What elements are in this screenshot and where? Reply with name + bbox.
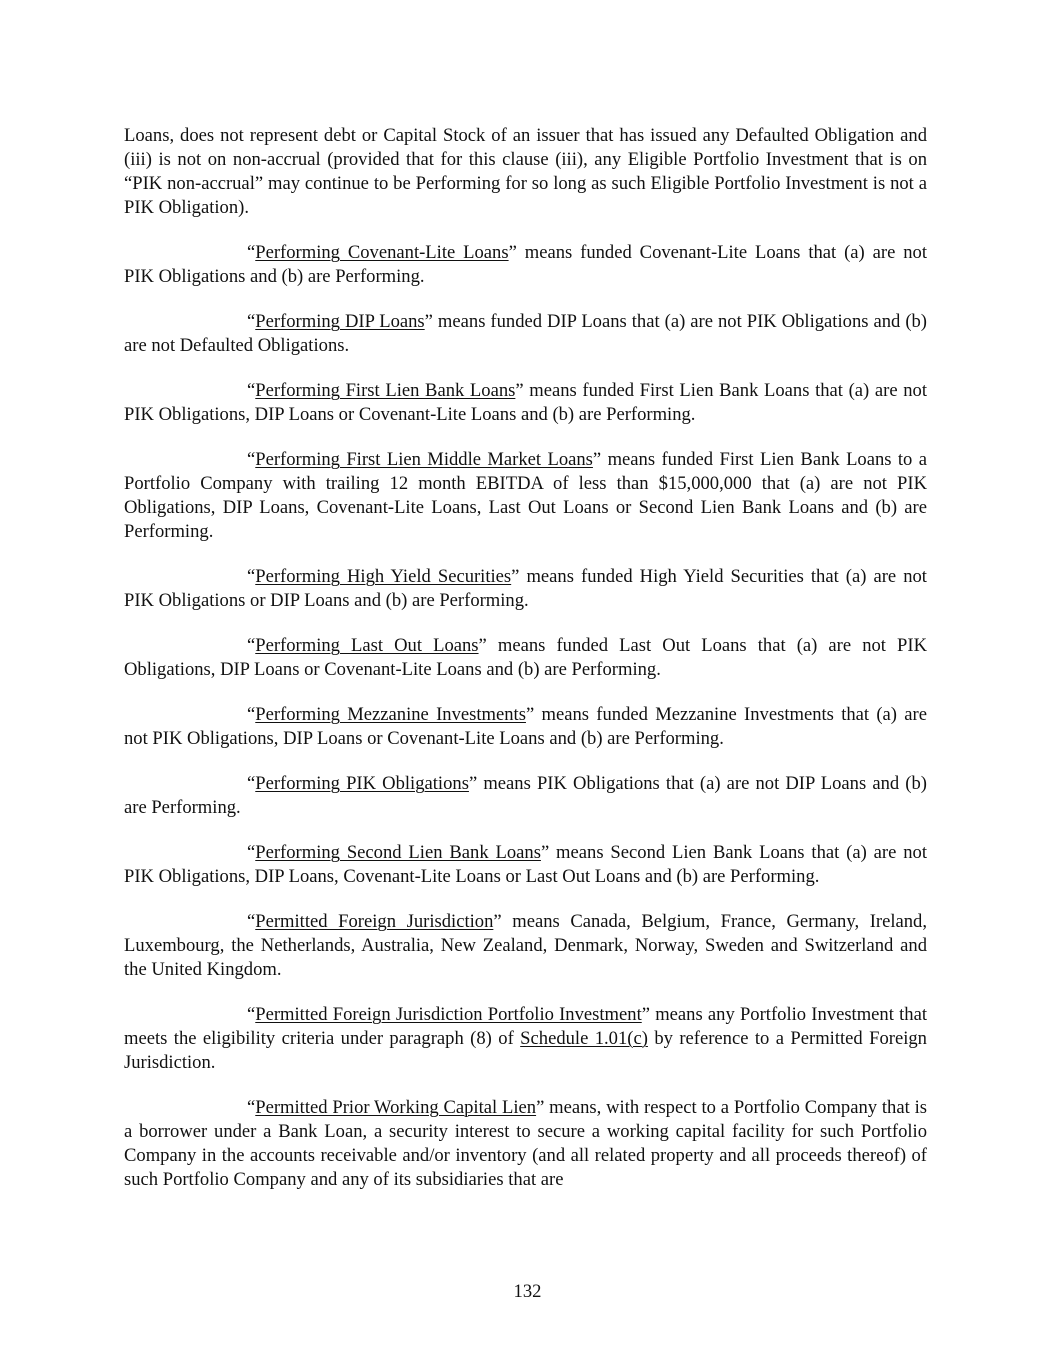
paragraph-text: Loans, does not represent debt or Capital Stock of an issuer that has issued any Defaulted Obligation and (iii) is not on non-accrual (provided that for this clause (iii), any Eligible Portfolio Investment that is on “PIK non-accrual” may continue to be Performing for so long as such Eligible Portfolio Investment is not a PIK Obligation). xyxy=(124,125,927,218)
definition-body: ” means funded Mezzanine Investments that (a) are not PIK Obligations, DIP Loans or Covenant-Lite Loans and (b) are Performing. xyxy=(124,704,927,749)
defined-term: Performing High Yield Securities xyxy=(255,566,512,587)
definition-body: ” means funded First Lien Bank Loans that (a) are not PIK Obligations, DIP Loans or Covenant-Lite Loans and (b) are Performing. xyxy=(124,380,927,425)
document-page xyxy=(124,124,927,1213)
definition-permitted-foreign-jurisdiction-portfolio-investment xyxy=(124,1003,927,1075)
open-quote: “ xyxy=(247,449,256,470)
defined-term: Performing Last Out Loans xyxy=(255,635,479,656)
definition-performing-mezzanine-investments xyxy=(124,703,927,751)
definition-body: ” means PIK Obligations that (a) are not DIP Loans and (b) are Performing. xyxy=(124,773,927,818)
defined-term: Performing Covenant-Lite Loans xyxy=(255,242,509,263)
definition-body: ” means funded Covenant-Lite Loans that (a) are not PIK Obligations and (b) are Performing. xyxy=(124,242,927,287)
definition-performing-covenant-lite-loans xyxy=(124,241,927,289)
definition-body: ” means Second Lien Bank Loans that (a) are not PIK Obligations, DIP Loans, Covenant-Lite Loans or Last Out Loans and (b) are Performing. xyxy=(124,842,927,887)
open-quote: “ xyxy=(247,380,256,401)
open-quote: “ xyxy=(247,704,256,725)
definition-performing-pik-obligations xyxy=(124,772,927,820)
definition-permitted-foreign-jurisdiction xyxy=(124,910,927,982)
definition-body: ” means funded First Lien Bank Loans to a Portfolio Company with trailing 12 month EBITDA of less than $15,000,000 that (a) are not PIK Obligations, DIP Loans, Covenant-Lite Loans, Last Out Loans or Second Lien Bank Loans and (b) are Performing. xyxy=(124,449,927,542)
definition-body: ” means funded High Yield Securities that (a) are not PIK Obligations or DIP Loans and (b) are Performing. xyxy=(124,566,927,611)
open-quote: “ xyxy=(247,1004,256,1025)
definition-body: ” means Canada, Belgium, France, Germany, Ireland, Luxembourg, the Netherlands, Australia, New Zealand, Denmark, Norway, Sweden and Switzerland and the United Kingdom. xyxy=(124,911,927,980)
definition-body: ” means, with respect to a Portfolio Company that is a borrower under a Bank Loan, a security interest to secure a working capital facility for such Portfolio Company in the accounts receivable and/or inventory (and all related property and all proceeds thereof) of such Portfolio Company and any of its subsidiaries that are xyxy=(124,1097,927,1190)
open-quote: “ xyxy=(247,1097,256,1118)
open-quote: “ xyxy=(247,635,256,656)
definition-performing-first-lien-middle-market-loans xyxy=(124,448,927,544)
defined-term: Performing First Lien Middle Market Loans xyxy=(255,449,593,470)
definition-body: ” means funded DIP Loans that (a) are not PIK Obligations and (b) are not Defaulted Obligations. xyxy=(124,311,927,356)
defined-term: Performing First Lien Bank Loans xyxy=(255,380,516,401)
defined-term: Permitted Foreign Jurisdiction xyxy=(255,911,494,932)
open-quote: “ xyxy=(247,773,256,794)
open-quote: “ xyxy=(247,566,256,587)
definition-permitted-prior-working-capital-lien xyxy=(124,1096,927,1192)
schedule-reference: Schedule 1.01(c) xyxy=(520,1028,648,1049)
open-quote: “ xyxy=(247,242,256,263)
definition-tail: by reference to a Permitted Foreign Jurisdiction. xyxy=(124,1028,927,1073)
definition-body: ” means funded Last Out Loans that (a) are not PIK Obligations, DIP Loans or Covenant-Lite Loans and (b) are Performing. xyxy=(124,635,927,680)
defined-term: Permitted Prior Working Capital Lien xyxy=(255,1097,537,1118)
continuation-paragraph xyxy=(124,124,927,220)
definition-body: ” means any Portfolio Investment that meets the eligibility criteria under paragraph (8) of xyxy=(124,1004,927,1049)
definition-performing-first-lien-bank-loans xyxy=(124,379,927,427)
defined-term: Performing Second Lien Bank Loans xyxy=(255,842,541,863)
definition-performing-dip-loans xyxy=(124,310,927,358)
definition-performing-high-yield-securities xyxy=(124,565,927,613)
defined-term: Performing DIP Loans xyxy=(255,311,425,332)
open-quote: “ xyxy=(247,911,256,932)
definition-performing-second-lien-bank-loans xyxy=(124,841,927,889)
open-quote: “ xyxy=(247,311,256,332)
defined-term: Permitted Foreign Jurisdiction Portfolio Investment xyxy=(255,1004,642,1025)
page-number: 132 xyxy=(513,1281,542,1302)
open-quote: “ xyxy=(247,842,256,863)
defined-term: Performing Mezzanine Investments xyxy=(255,704,526,725)
defined-term: Performing PIK Obligations xyxy=(255,773,469,794)
definition-performing-last-out-loans xyxy=(124,634,927,682)
